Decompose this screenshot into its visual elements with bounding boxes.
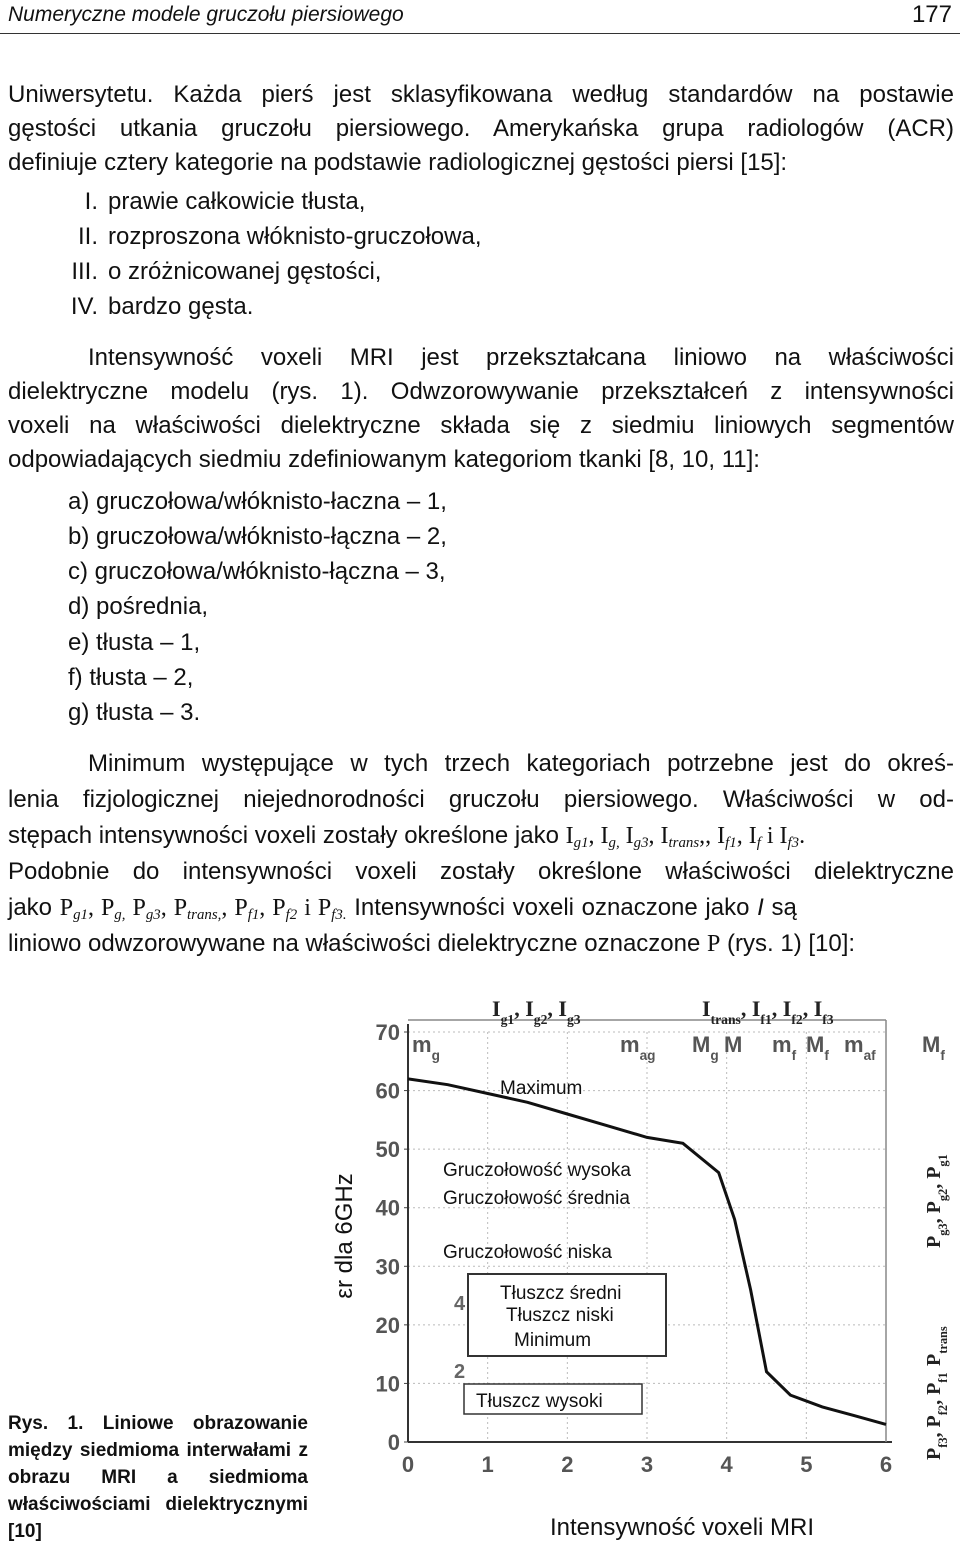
list-label: f) bbox=[68, 664, 83, 691]
math-symbol bbox=[565, 823, 601, 852]
text-line: Podobnie do intensywności voxeli zostały określone właściwości dielektryczne bbox=[8, 858, 954, 885]
symbol-subscript: g, bbox=[608, 835, 620, 852]
text-line: Minimum występujące w tych trzech kategoriach potrzebne jest do okreś- bbox=[88, 750, 954, 777]
math-symbol bbox=[59, 895, 101, 924]
boundary-label: $m_g$ bbox=[412, 1032, 440, 1063]
text-line bbox=[8, 926, 954, 962]
symbol-subscript: g1 bbox=[573, 835, 589, 852]
line-text: stępach intensywności voxeli zostały określone jako bbox=[8, 822, 559, 849]
text-line: odpowiadających siedmiu zdefiniowanym kategoriom tkanki [8, 10, 11]: bbox=[8, 446, 760, 473]
symbol-separator: , bbox=[87, 895, 101, 921]
y-tick-label: 50 bbox=[375, 1137, 400, 1163]
text-line: gęstości utkania gruczołu piersiowego. Amerykańska grupa radiologów (ACR) bbox=[8, 115, 954, 142]
stray-mark: 4 bbox=[454, 1293, 466, 1315]
list-item bbox=[68, 696, 200, 730]
list-number: IV. bbox=[70, 293, 98, 320]
text-line: voxeli na właściwości dielektryczne składa się z siedmiu liniowych segmentów bbox=[8, 412, 954, 439]
symbol-base: P bbox=[272, 895, 286, 921]
list-text: prawie całkowicie tłusta, bbox=[108, 188, 366, 215]
list-text: tłusta bbox=[96, 629, 154, 656]
x-tick-label: 6 bbox=[879, 1452, 893, 1477]
paragraph-1 bbox=[8, 78, 954, 180]
figure-caption: Rys. 1. Liniowe obrazowanie między siedmioma interwałami z obrazu MRI a siedmioma właściwościami dielektrycznymi [10] bbox=[8, 1413, 308, 1542]
header-rule bbox=[0, 33, 960, 34]
symbol-subscript: f bbox=[756, 835, 761, 852]
symbol-base: P bbox=[132, 895, 146, 921]
math-symbol bbox=[660, 823, 718, 852]
list-number: I. bbox=[84, 188, 98, 215]
text-line bbox=[8, 890, 954, 926]
list-number: 1, bbox=[180, 629, 201, 656]
text-line bbox=[8, 818, 954, 854]
y-tick-label: 30 bbox=[375, 1254, 400, 1280]
list-dash: – bbox=[160, 699, 174, 726]
line-text: Intensywności voxeli oznaczone jako bbox=[354, 894, 750, 921]
symbol-separator: , bbox=[648, 823, 661, 849]
symbol-separator: , bbox=[588, 823, 601, 849]
symbol-subscript: trans bbox=[668, 835, 700, 852]
symbol-base: I bbox=[717, 823, 726, 849]
symbol-subscript: g3 bbox=[145, 907, 161, 924]
list-item bbox=[8, 185, 365, 219]
symbol-separator: , bbox=[221, 895, 235, 921]
page-number: 177 bbox=[911, 1, 952, 28]
x-tick-label: 0 bbox=[401, 1452, 415, 1477]
list-number: 3. bbox=[180, 699, 201, 726]
annotation-medium: Gruczołowość średnia bbox=[443, 1188, 630, 1209]
list-item bbox=[8, 255, 381, 289]
math-symbol bbox=[272, 895, 318, 924]
boundary-label: $M_f$ bbox=[922, 1032, 945, 1063]
list-item bbox=[68, 626, 200, 660]
line-text: (rys. 1) [10]: bbox=[727, 930, 856, 957]
boundary-label: $M_g$ bbox=[692, 1032, 719, 1063]
symbol-separator: , bbox=[160, 895, 174, 921]
top-label-glandular: $I_{g1}$, $I_{g2}$, $I_{g3}$ bbox=[492, 996, 581, 1027]
boundary-label: $M_f$ bbox=[806, 1032, 829, 1063]
symbol-base: I bbox=[748, 823, 757, 849]
boundary-label: $m_f$ bbox=[772, 1032, 797, 1063]
line-text: jako bbox=[8, 894, 53, 921]
symbol-separator: , bbox=[259, 895, 273, 921]
annotation-maximum: Maximum bbox=[500, 1078, 583, 1099]
text-line: Uniwersytetu. Każda pierś jest sklasyfikowana według standardów na postawie bbox=[8, 81, 954, 108]
figure-1 bbox=[320, 990, 960, 1543]
list-dash: – bbox=[153, 664, 167, 691]
symbol-base: I bbox=[779, 823, 788, 849]
boundary-label: $m_{ag}$ bbox=[620, 1032, 656, 1063]
symbol-subscript: f3 bbox=[787, 835, 800, 852]
boundary-label: M bbox=[724, 1032, 743, 1057]
annotation-minimum: Minimum bbox=[514, 1330, 592, 1351]
math-symbol bbox=[748, 823, 780, 852]
text-line: definiuje cztery kategorie na podstawie radiologicznej gęstości piersi [15]: bbox=[8, 149, 788, 176]
symbol-base: I bbox=[625, 823, 634, 849]
list-item bbox=[68, 590, 208, 624]
list-text: gruczołowa/włóknisto-łączna bbox=[96, 523, 401, 550]
math-symbol bbox=[779, 823, 806, 852]
symbol-subscript: g3 bbox=[633, 835, 649, 852]
list-number: III. bbox=[71, 258, 98, 285]
annotation-fat-high: Tłuszcz wysoki bbox=[476, 1391, 603, 1412]
math-symbol bbox=[625, 823, 661, 852]
x-tick-label: 1 bbox=[481, 1452, 494, 1477]
symbol-base: P bbox=[317, 895, 332, 921]
list-text: gruczołowa/włóknisto-łączna bbox=[94, 558, 399, 585]
symbol-separator: i bbox=[760, 823, 780, 849]
list-item bbox=[68, 661, 193, 695]
running-title: Numeryczne modele gruczołu piersiowego bbox=[8, 3, 404, 26]
x-tick-label: 5 bbox=[800, 1452, 813, 1477]
symbol-base: I bbox=[600, 823, 609, 849]
symbol-base: P bbox=[173, 895, 188, 921]
y-tick-label: 20 bbox=[375, 1312, 400, 1338]
list-item bbox=[68, 555, 446, 589]
list-text: tłusta bbox=[96, 699, 154, 726]
y-tick-label: 10 bbox=[375, 1371, 400, 1397]
annotation-fat-medium: Tłuszcz średni bbox=[500, 1283, 622, 1304]
list-label: c) bbox=[68, 558, 88, 585]
page-header bbox=[0, 0, 960, 34]
right-label-glandular: $P_{g3}$, $P_{g2}$, $P_{g1}$ bbox=[923, 1154, 950, 1248]
list-number: 2, bbox=[173, 664, 194, 691]
list-label: d) bbox=[68, 593, 90, 620]
symbol-subscript: g1 bbox=[73, 907, 88, 924]
text-line: lenia fizjologicznej niejednorodności gruczołu piersiowego. Właściwości w od- bbox=[8, 786, 954, 813]
y-tick-label: 70 bbox=[375, 1020, 400, 1045]
x-tick-label: 3 bbox=[640, 1452, 654, 1477]
paragraph-2 bbox=[8, 341, 954, 477]
symbol-base: P bbox=[100, 895, 115, 921]
list-item bbox=[68, 485, 447, 519]
list-text: rozproszona włóknisto-gruczołowa, bbox=[108, 223, 482, 250]
list-text: bardzo gęsta. bbox=[108, 293, 254, 320]
list-item bbox=[8, 290, 253, 324]
symbol-base: P bbox=[59, 895, 74, 921]
symbol-list bbox=[59, 895, 347, 924]
math-symbol bbox=[717, 823, 749, 852]
list-number: 1, bbox=[426, 488, 447, 515]
symbol-subscript: f2 bbox=[285, 907, 298, 924]
list-dash: – bbox=[406, 488, 421, 515]
symbol-separator: , bbox=[736, 823, 749, 849]
list-dash: – bbox=[406, 523, 421, 550]
symbol-separator: . bbox=[799, 823, 806, 849]
list-text: tłusta bbox=[89, 664, 147, 691]
list-label: e) bbox=[68, 629, 90, 656]
list-item bbox=[8, 220, 482, 254]
math-symbol bbox=[600, 823, 626, 852]
math-symbol bbox=[173, 895, 235, 924]
symbol-base: I bbox=[565, 823, 574, 849]
list-text: gruczołowa/włóknisto-łaczna bbox=[96, 488, 401, 515]
list-dash: – bbox=[405, 558, 419, 585]
y-tick-label: 60 bbox=[375, 1078, 400, 1104]
list-text: pośrednia, bbox=[96, 593, 209, 620]
y-axis-label: εr dla 6GHz bbox=[331, 1173, 358, 1299]
annotation-low: Gruczołowość niska bbox=[443, 1242, 612, 1263]
symbol-subscript: f1 bbox=[725, 835, 737, 852]
boundary-label: $m_{af}$ bbox=[844, 1032, 876, 1063]
list-item bbox=[68, 520, 447, 554]
symbol-p: P bbox=[707, 931, 721, 957]
stray-mark: 2 bbox=[454, 1361, 466, 1383]
top-label-fat: $I_{trans}$, $I_{f1}$, $I_{f2}$, $I_{f3}$ bbox=[702, 996, 834, 1027]
list-label: g) bbox=[68, 699, 90, 726]
symbol-subscript: f1 bbox=[247, 907, 260, 924]
list-number: 2, bbox=[426, 523, 447, 550]
symbol-list bbox=[565, 823, 806, 852]
symbol-subscript: f3. bbox=[331, 907, 347, 924]
paragraph-3 bbox=[8, 746, 954, 962]
right-label-trans: $P_{trans}$ bbox=[923, 1326, 950, 1366]
list-number: 3, bbox=[425, 558, 446, 585]
list-label: a) bbox=[68, 488, 90, 515]
symbol-separator: ,, bbox=[699, 823, 718, 849]
x-tick-label: 2 bbox=[561, 1452, 574, 1477]
list-text: o zróżnicowanej gęstości, bbox=[108, 258, 382, 285]
math-symbol bbox=[234, 895, 273, 924]
right-label-fat: $P_{f3}$, $P_{f2}$, $P_{f1}$ bbox=[923, 1372, 950, 1460]
line-text: są bbox=[771, 894, 797, 921]
x-tick-label: 4 bbox=[720, 1452, 733, 1477]
text-line: dielektryczne modelu (rys. 1). Odwzorowywanie przekształceń z intensywności bbox=[8, 378, 954, 405]
x-axis-label: Intensywność voxeli MRI bbox=[549, 1514, 815, 1541]
symbol-base: I bbox=[660, 823, 669, 849]
symbol-subscript: trans, bbox=[187, 907, 222, 924]
symbol-subscript: g, bbox=[114, 907, 126, 924]
math-symbol bbox=[100, 895, 133, 924]
symbol-separator: i bbox=[297, 895, 318, 921]
text-line: Intensywność voxeli MRI jest przekształcana liniowo na właściwości bbox=[88, 344, 954, 371]
list-number: II. bbox=[77, 223, 98, 250]
line-text: liniowo odwzorowywane na właściwości dielektryczne oznaczone bbox=[8, 930, 701, 957]
math-symbol bbox=[317, 895, 347, 924]
list-label: b) bbox=[68, 523, 90, 550]
list-dash: – bbox=[160, 629, 174, 656]
y-tick-label: 40 bbox=[375, 1195, 400, 1221]
y-tick-label: 0 bbox=[387, 1430, 400, 1455]
math-symbol bbox=[132, 895, 174, 924]
annotation-high: Gruczołowość wysoka bbox=[443, 1160, 631, 1181]
dielectric-mapping-chart bbox=[320, 990, 960, 1543]
annotation-fat-low: Tłuszcz niski bbox=[506, 1305, 614, 1326]
symbol-i: I bbox=[757, 894, 764, 921]
symbol-base: P bbox=[234, 895, 248, 921]
